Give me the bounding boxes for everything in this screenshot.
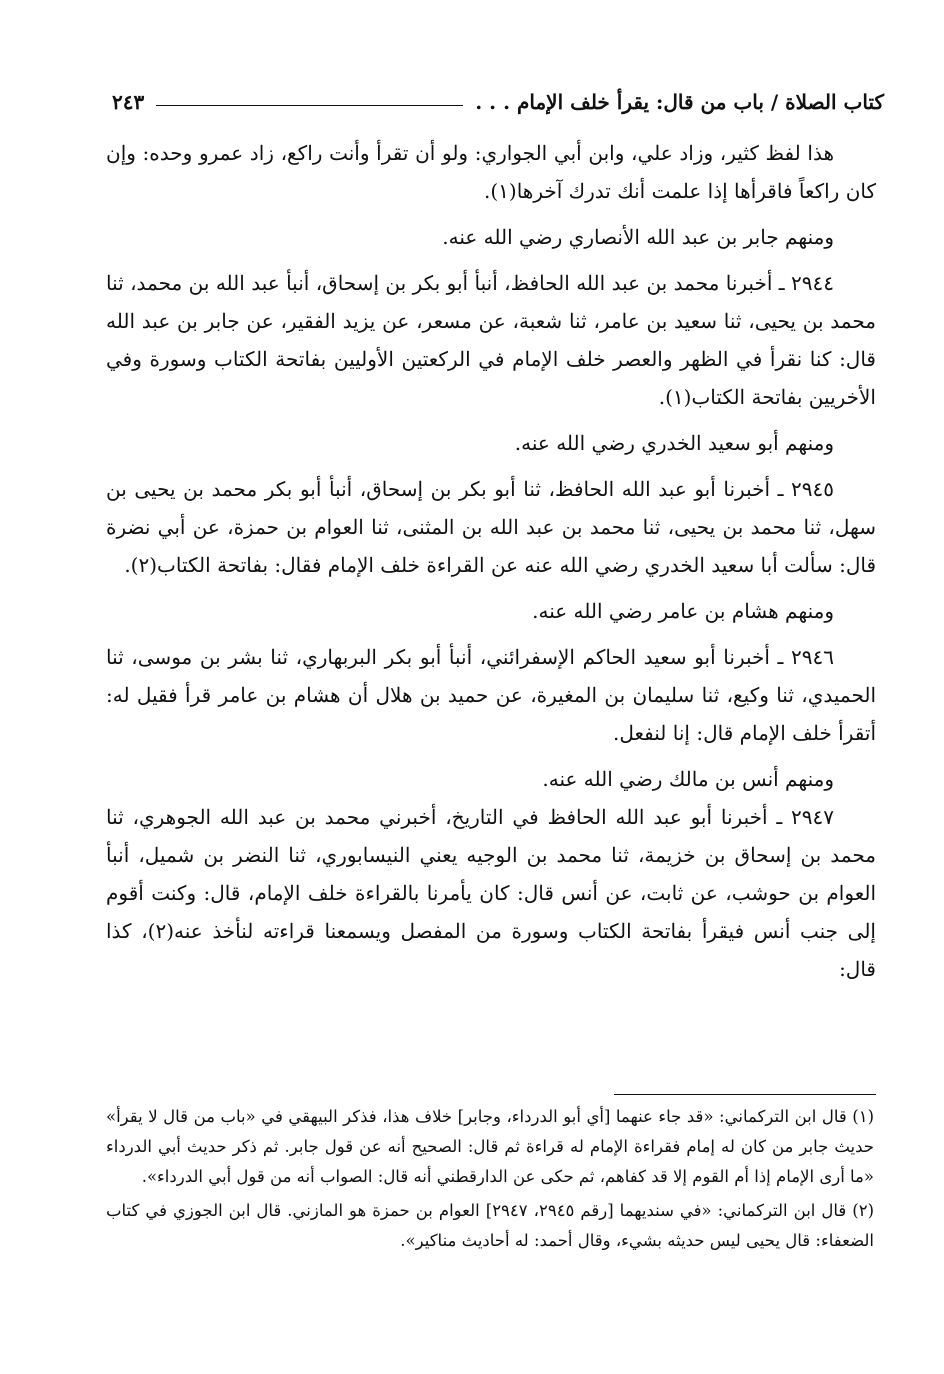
footnotes (106, 1102, 876, 1256)
hadith-paragraph: ٢٩٤٥ ـ أخبرنا أبو عبد الله الحافظ، ثنا أبو بكر بن إسحاق، أنبأ أبو بكر محمد بن يحيى بن سهل، ثنا محمد بن يحيى، ثنا محمد بن عبد الله بن المثنى، ثنا العوام بن حمزة، عن أبي نضرة قال: سألت أبا سعيد الخدري رضي الله عنه عن القراءة خلف الإمام فقال: بفاتحة الكتاب(٢). (106, 477, 876, 577)
paragraph: هذا لفظ كثير، وزاد علي، وابن أبي الجواري: ولو أن تقرأ وأنت راكع، زاد عمرو وحده: وإن كان راكعاً فاقرأها إذا علمت أنك تدرك آخرها(١). (106, 141, 876, 203)
section-heading: ومنهم هشام بن عامر رضي الله عنه. (532, 599, 834, 623)
hadith-paragraph: ٢٩٤٦ ـ أخبرنا أبو سعيد الحاكم الإسفرائني، أنبأ أبو بكر البربهاري، ثنا بشر بن موسى، ثنا الحميدي، ثنا وكيع، ثنا سليمان بن المغيرة، عن حميد بن هلال أن هشام بن عامر قرأ فقيل له: أتقرأ خلف الإمام قال: إنا لنفعل. (106, 645, 876, 745)
running-header (112, 82, 884, 122)
hadith-paragraph: ٢٩٤٤ ـ أخبرنا محمد بن عبد الله الحافظ، أنبأ أبو بكر بن إسحاق، أنبأ عبد الله بن محمد، ثنا محمد بن يحيى، ثنا سعيد بن عامر، ثنا شعبة، عن مسعر، عن يزيد الفقير، عن جابر بن عبد الله قال: كنا نقرأ في الظهر والعصر خلف الإمام في الركعتين الأوليين بفاتحة الكتاب وسورة وفي الأخريين بفاتحة الكتاب(١). (106, 271, 876, 409)
header-rule (156, 105, 463, 106)
footnote-1: (١) قال ابن التركماني: «قد جاء عنهما [أي أبو الدرداء، وجابر] خلاف هذا، فذكر البيهقي في «باب من قال لا يقرأ» حديث جابر من كان له إمام فقراءة الإمام له قراءة ثم قال: الصحيح أنه عن قول جابر. ثم ذكر حديث أبي الدرداء «ما أرى الإمام إذا أم القوم إلا قد كفاهم، ثم حكى عن الدارقطني أنه قال: الصواب أنه من قول أبي الدرداء». (106, 1107, 874, 1186)
section-heading: ومنهم أنس بن مالك رضي الله عنه. (542, 767, 834, 791)
main-text (106, 134, 876, 988)
chapter-title: كتاب الصلاة / باب من قال: يقرأ خلف الإمام . . . (475, 90, 884, 114)
section-heading: ومنهم أبو سعيد الخدري رضي الله عنه. (514, 431, 834, 455)
section-heading: ومنهم جابر بن عبد الله الأنصاري رضي الله عنه. (442, 225, 834, 249)
hadith-paragraph: ٢٩٤٧ ـ أخبرنا أبو عبد الله الحافظ في التاريخ، أخبرني محمد بن عبد الله الجوهري، ثنا محمد بن إسحاق بن خزيمة، ثنا محمد بن الوجيه يعني النيسابوري، ثنا النضر بن شميل، أنبأ العوام بن حوشب، عن ثابت، عن أنس قال: كان يأمرنا بالقراءة خلف الإمام، قال: وكنت أقوم إلى جنب أنس فيقرأ بفاتحة الكتاب وسورة من المفصل ويسمعنا قراءته لنأخذ عنه(٢)، كذا قال: (106, 805, 876, 981)
footnote-2: (٢) قال ابن التركماني: «في سنديهما [رقم ٢٩٤٥، ٢٩٤٧] العوام بن حمزة هو المازني. قال ابن الجوزي في كتاب الضعفاء: قال يحيى ليس حديثه بشيء، وقال أحمد: له أحاديث مناكير». (106, 1201, 874, 1250)
footnote-separator (614, 1094, 876, 1095)
page-number: ٢٤٣ (112, 90, 145, 114)
